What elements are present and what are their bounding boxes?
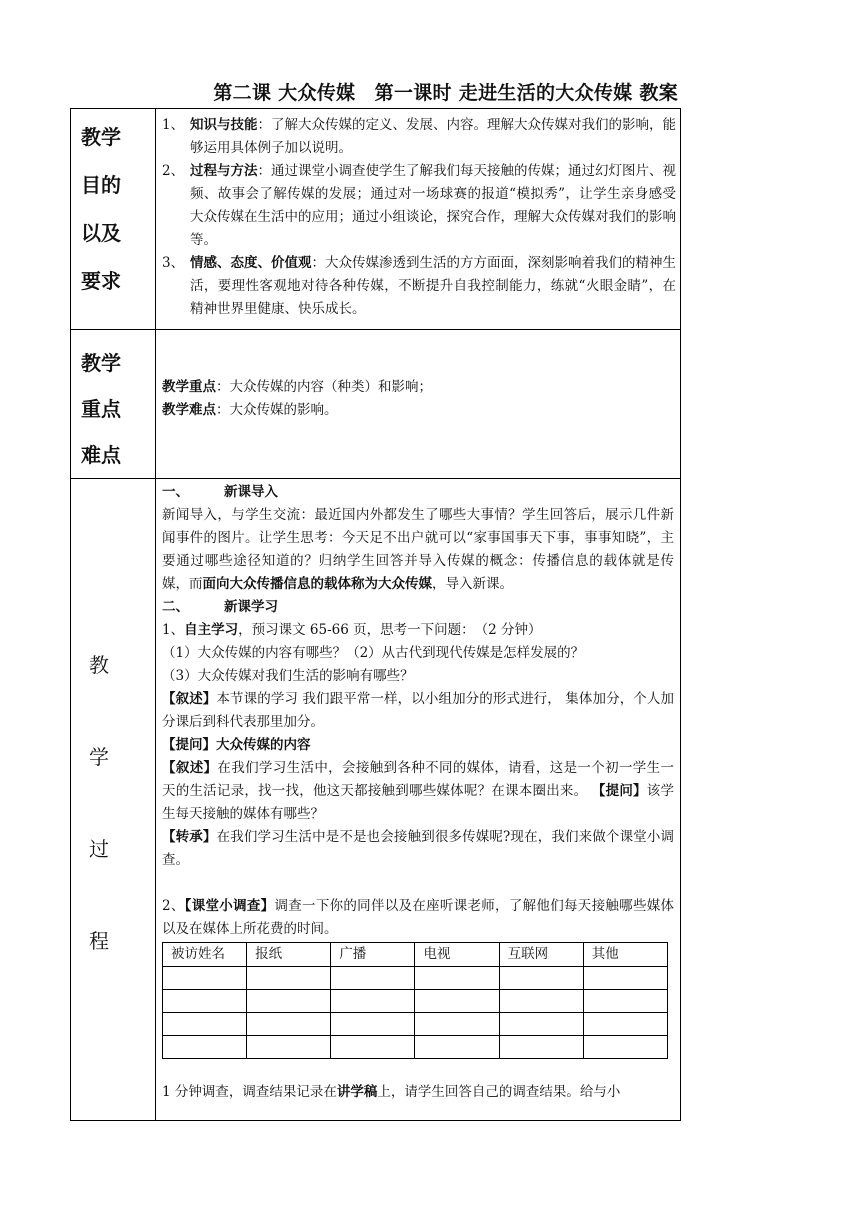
section-number: 一、: [162, 484, 189, 500]
survey-cell[interactable]: [331, 1013, 415, 1036]
lesson-plan-table: [70, 108, 681, 1121]
keypoints-label-2: 重点: [81, 397, 121, 421]
survey-header: 广播: [331, 943, 415, 967]
survey-cell[interactable]: [163, 1013, 247, 1036]
survey-cell[interactable]: [247, 1013, 331, 1036]
question-paragraph: 【提问】大众传媒的内容: [162, 737, 311, 753]
goals-content-cell: [156, 109, 681, 330]
process-label-2: 学: [89, 745, 109, 769]
goal-text: ：了解大众传媒的定义、发展、内容。理解大众传媒对我们的影响，能够运用具体例子加以说明。: [190, 117, 676, 156]
survey-header: 报纸: [247, 943, 331, 967]
goal-item: [156, 160, 680, 252]
survey-cell[interactable]: [499, 990, 583, 1013]
section-title: 新课导入: [224, 484, 278, 500]
survey-paragraph: 2、【课堂小调查】调查一下你的同伴以及在座听课老师，了解他们每天接触哪些媒体以及在媒体上所花费的时间。: [162, 898, 675, 937]
survey-cell[interactable]: [163, 1036, 247, 1059]
goals-label-2: 目的: [81, 173, 121, 197]
survey-result-paragraph: 1 分钟调查，调查结果记录在讲学稿上，请学生回答自己的调查结果。给与小: [162, 1084, 621, 1100]
survey-cell[interactable]: [331, 990, 415, 1013]
teaching-focus: [162, 376, 674, 399]
keypoints-row: [71, 330, 681, 479]
survey-cell[interactable]: [499, 1013, 583, 1036]
survey-cell[interactable]: [415, 1036, 499, 1059]
keypoints-content-cell: [156, 330, 681, 479]
narration-paragraph: 【叙述】本节课的学习 我们跟平常一样，以小组加分的形式进行， 集体加分，个人加分课后到科代表那里加分。: [162, 691, 674, 730]
goal-number: 3、: [162, 255, 185, 271]
survey-header: 其他: [583, 943, 667, 967]
survey-cell[interactable]: [583, 1013, 667, 1036]
goals-label-1: 教学: [81, 125, 121, 149]
survey-row: [163, 967, 668, 990]
survey-cell[interactable]: [163, 967, 247, 990]
survey-cell[interactable]: [499, 1036, 583, 1059]
goal-heading: 知识与技能: [190, 117, 258, 133]
keypoints-label-3: 难点: [81, 443, 121, 467]
survey-cell[interactable]: [415, 1013, 499, 1036]
question-line: （1）大众传媒的内容有哪些？（2）从古代到现代传媒是怎样发展的？: [162, 645, 585, 661]
teaching-focus-label: 教学重点: [162, 379, 216, 395]
survey-cell[interactable]: [415, 990, 499, 1013]
survey-cell[interactable]: [499, 967, 583, 990]
process-content-cell: [156, 479, 681, 1121]
goals-label-3: 以及: [81, 221, 121, 245]
survey-cell[interactable]: [331, 1036, 415, 1059]
survey-table: [162, 942, 668, 1059]
survey-row: [163, 1036, 668, 1059]
intro-paragraph: 新闻导入，与学生交流：最近国内外都发生了哪些大事情？学生回答后，展示几件新闻事件的图片。让学生思考：今天足不出户就可以“家事国事天下事，事事知晓”，主要通过哪些途径知道的？归纳学生回答并导入传媒的概念：传播信息的载体就是传媒，而面向大众传播信息的载体称为大众传媒，导入新课。: [162, 507, 674, 592]
teaching-difficulty: [162, 399, 674, 422]
goal-number: 1、: [162, 117, 185, 133]
survey-header-row: [163, 943, 668, 967]
goal-heading: 情感、态度、价值观: [190, 255, 312, 271]
page-title: 第二课 大众传媒 第一课时 走进生活的大众传媒 教案: [213, 82, 678, 104]
question-line: （3）大众传媒对我们生活的影响有哪些？: [162, 668, 414, 684]
transition-paragraph: 【转承】在我们学习生活中是不是也会接触到很多传媒呢?现在，我们来做个课堂小调查。: [162, 829, 674, 868]
survey-cell[interactable]: [163, 990, 247, 1013]
section-heading: [162, 481, 674, 504]
process-label-3: 过: [89, 837, 109, 861]
section-heading: [162, 596, 674, 619]
teaching-difficulty-text: ：大众传媒的影响。: [216, 402, 338, 418]
survey-cell[interactable]: [583, 1036, 667, 1059]
teaching-focus-text: ：大众传媒的内容（种类）和影响；: [216, 379, 432, 395]
goal-item: [156, 114, 680, 160]
goal-heading: 过程与方法: [190, 163, 258, 179]
survey-cell[interactable]: [331, 967, 415, 990]
goal-text: ：大众传媒渗透到生活的方方面面，深刻影响着我们的精神生活，要理性客观地对待各种传媒，不断提升自我控制能力，练就“火眼金睛”，在精神世界里健康、快乐成长。: [190, 255, 676, 317]
narration-paragraph: 【叙述】在我们学习生活中，会接触到各种不同的媒体，请看，这是一个初一学生一天的生活记录，找一找，他这天都接触到哪些媒体呢？在课本圈出来。 【提问】该学生每天接触的媒体有哪些？: [162, 760, 675, 822]
self-study-paragraph: 1、自主学习，预习课文 65-66 页，思考一下问题： （2 分钟）: [162, 622, 542, 638]
survey-row: [163, 990, 668, 1013]
survey-cell[interactable]: [583, 967, 667, 990]
survey-header: 互联网: [499, 943, 583, 967]
survey-row: [163, 1013, 668, 1036]
section-title: 新课学习: [224, 599, 278, 615]
process-label-1: 教: [89, 653, 109, 677]
survey-cell[interactable]: [247, 967, 331, 990]
goal-text: ：通过课堂小调查使学生了解我们每天接触的传媒；通过幻灯图片、视频、故事会了解传媒的发展；通过对一场球赛的报道“模拟秀”，让学生亲身感受大众传媒在生活中的应用；通过小组谈论，探究合作，理解大众传媒对我们的影响等。: [190, 163, 676, 248]
teaching-difficulty-label: 教学难点: [162, 402, 216, 418]
process-label-4: 程: [89, 929, 109, 953]
process-row: [71, 479, 681, 1121]
keypoints-label-cell: [71, 330, 156, 479]
section-number: 二、: [162, 599, 189, 615]
goals-label-4: 要求: [81, 269, 121, 293]
goal-number: 2、: [162, 163, 185, 179]
goals-label-cell: [71, 109, 156, 330]
process-label-cell: [71, 479, 156, 1121]
survey-header: 被访姓名: [163, 943, 247, 967]
survey-cell[interactable]: [415, 967, 499, 990]
survey-cell[interactable]: [247, 1036, 331, 1059]
goals-row: [71, 109, 681, 330]
survey-cell[interactable]: [247, 990, 331, 1013]
survey-header: 电视: [415, 943, 499, 967]
survey-cell[interactable]: [583, 990, 667, 1013]
keypoints-label-1: 教学: [81, 351, 121, 375]
goal-item: [156, 252, 680, 321]
